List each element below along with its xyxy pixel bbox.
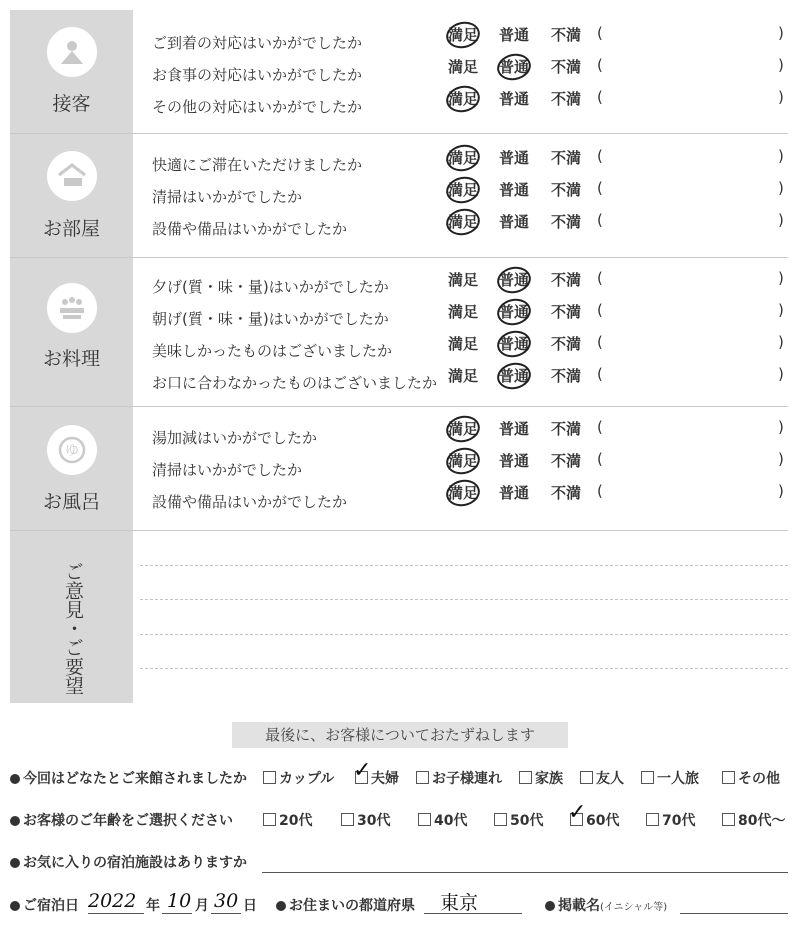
bullet-icon <box>545 901 555 911</box>
choice-checkbox[interactable]: カップル <box>263 768 334 788</box>
option-satisfied[interactable]: 満足 <box>448 303 479 321</box>
option-satisfied[interactable]: 満足 <box>448 452 479 470</box>
option-normal[interactable]: 普通 <box>499 26 530 44</box>
choice-checkbox[interactable]: 40代 <box>418 810 467 830</box>
option-dissatisfied[interactable]: 不満 <box>551 420 582 438</box>
bullet-icon <box>10 816 20 826</box>
stay-date-label: ご宿泊日 <box>10 895 79 915</box>
paren-close: ) <box>778 269 784 287</box>
choice-checkbox[interactable]: 20代 <box>263 810 312 830</box>
question: 設備や備品はいかがでしたか <box>152 220 348 238</box>
paren-open: ( <box>597 482 603 500</box>
choice-checkbox[interactable]: 60代 <box>570 810 619 830</box>
age-question: お客様のご年齢をご選択ください <box>10 810 233 830</box>
option-normal[interactable]: 普通 <box>499 58 530 76</box>
section-title: 接客 <box>52 93 91 115</box>
survey-sheet <box>10 10 788 703</box>
question: お食事の対応はいかがでしたか <box>152 66 363 84</box>
option-dissatisfied[interactable]: 不満 <box>551 213 582 231</box>
stay-day-field[interactable] <box>211 913 241 914</box>
bullet-icon <box>10 901 20 911</box>
option-dissatisfied[interactable]: 不満 <box>551 452 582 470</box>
option-dissatisfied[interactable]: 不満 <box>551 303 582 321</box>
question: 湯加減はいかがでしたか <box>152 429 318 447</box>
checkmark-icon: ✓ <box>568 800 587 825</box>
option-dissatisfied[interactable]: 不満 <box>551 58 582 76</box>
option-dissatisfied[interactable]: 不満 <box>551 271 582 289</box>
paren-close: ) <box>778 56 784 74</box>
bullet-icon <box>276 901 286 911</box>
option-satisfied[interactable]: 満足 <box>448 181 479 199</box>
paren-open: ( <box>597 301 603 319</box>
publish-field[interactable] <box>680 913 788 914</box>
month-unit: 月 <box>195 898 209 914</box>
opinion-line[interactable] <box>140 565 788 566</box>
stay-month-value: 10 <box>167 890 192 912</box>
paren-open: ( <box>597 450 603 468</box>
bullet-icon <box>10 774 20 784</box>
option-normal[interactable]: 普通 <box>499 303 530 321</box>
question: 朝げ(質・味・量)はいかがでしたか <box>152 310 389 328</box>
checkbox-icon[interactable] <box>722 771 735 784</box>
paren-close: ) <box>778 365 784 383</box>
choice-checkbox[interactable]: 50代 <box>494 810 543 830</box>
meal-icon <box>47 283 97 333</box>
question: 快適にご滞在いただけましたか <box>152 156 363 174</box>
option-satisfied[interactable]: 満足 <box>448 26 479 44</box>
paren-open: ( <box>597 418 603 436</box>
publish-label: 掲載名(イニシャル等) <box>545 895 667 915</box>
option-dissatisfied[interactable]: 不満 <box>551 90 582 108</box>
option-satisfied[interactable]: 満足 <box>448 90 479 108</box>
paren-open: ( <box>597 333 603 351</box>
paren-close: ) <box>778 418 784 436</box>
choice-checkbox[interactable]: 家族 <box>519 768 563 788</box>
paren-close: ) <box>778 301 784 319</box>
choice-checkbox[interactable]: 30代 <box>341 810 390 830</box>
choice-checkbox[interactable]: お子様連れ <box>416 768 502 788</box>
checkbox-icon[interactable] <box>263 771 276 784</box>
paren-open: ( <box>597 211 603 229</box>
paren-close: ) <box>778 24 784 42</box>
option-normal[interactable]: 普通 <box>499 452 530 470</box>
checkbox-icon[interactable] <box>519 771 532 784</box>
paren-open: ( <box>597 179 603 197</box>
section-service <box>10 10 788 134</box>
paren-open: ( <box>597 147 603 165</box>
option-satisfied[interactable]: 満足 <box>448 420 479 438</box>
stay-month-field[interactable] <box>162 913 192 914</box>
option-normal[interactable]: 普通 <box>499 271 530 289</box>
question: お口に合わなかったものはございましたか <box>152 374 438 392</box>
option-satisfied[interactable]: 満足 <box>448 149 479 167</box>
option-dissatisfied[interactable]: 不満 <box>551 335 582 353</box>
option-normal[interactable]: 普通 <box>499 149 530 167</box>
option-dissatisfied[interactable]: 不満 <box>551 367 582 385</box>
question: 設備や備品はいかがでしたか <box>152 493 348 511</box>
paren-close: ) <box>778 88 784 106</box>
paren-close: ) <box>778 211 784 229</box>
checkbox-icon[interactable] <box>418 813 431 826</box>
option-normal[interactable]: 普通 <box>499 335 530 353</box>
option-normal[interactable]: 普通 <box>499 213 530 231</box>
paren-close: ) <box>778 179 784 197</box>
choice-checkbox[interactable]: 友人 <box>580 768 624 788</box>
option-satisfied[interactable]: 満足 <box>448 484 479 502</box>
question: その他の対応はいかがでしたか <box>152 98 363 116</box>
opinion-line[interactable] <box>140 599 788 600</box>
paren-close: ) <box>778 333 784 351</box>
section-title: お部屋 <box>42 218 100 240</box>
paren-open: ( <box>597 24 603 42</box>
option-dissatisfied[interactable]: 不満 <box>551 181 582 199</box>
option-satisfied[interactable]: 満足 <box>448 335 479 353</box>
option-normal[interactable]: 普通 <box>499 484 530 502</box>
paren-close: ) <box>778 147 784 165</box>
stay-day-value: 30 <box>214 890 239 912</box>
checkbox-icon[interactable] <box>641 771 654 784</box>
option-satisfied[interactable]: 満足 <box>448 58 479 76</box>
section-room <box>10 134 788 258</box>
option-dissatisfied[interactable]: 不満 <box>551 149 582 167</box>
checkbox-icon[interactable] <box>580 771 593 784</box>
section-bath <box>10 407 788 531</box>
choice-checkbox[interactable]: 夫婦 <box>355 768 399 788</box>
checkbox-icon[interactable] <box>494 813 507 826</box>
visit-question: 今回はどなたとご来館されましたか <box>10 768 247 788</box>
question: 夕げ(質・味・量)はいかがでしたか <box>152 278 389 296</box>
section-opinion <box>10 531 788 703</box>
choice-checkbox[interactable]: 一人旅 <box>641 768 699 788</box>
svg-text:ゆ: ゆ <box>65 443 79 459</box>
section-title: お料理 <box>42 348 100 370</box>
prefecture-label: お住まいの都道府県 <box>276 895 415 915</box>
option-normal[interactable]: 普通 <box>499 420 530 438</box>
favorite-field[interactable] <box>262 872 788 873</box>
checkbox-icon[interactable] <box>263 813 276 826</box>
option-dissatisfied[interactable]: 不満 <box>551 484 582 502</box>
paren-close: ) <box>778 482 784 500</box>
option-satisfied[interactable]: 満足 <box>448 271 479 289</box>
checkbox-icon[interactable] <box>722 813 735 826</box>
day-unit: 日 <box>243 898 257 914</box>
question: 清掃はいかがでしたか <box>152 188 303 206</box>
question: 清掃はいかがでしたか <box>152 461 303 479</box>
checkbox-icon[interactable] <box>416 771 429 784</box>
favorite-question: お気に入りの宿泊施設はありますか <box>10 852 247 872</box>
opinion-line[interactable] <box>140 668 788 669</box>
opinion-line[interactable] <box>140 634 788 635</box>
paren-open: ( <box>597 56 603 74</box>
closing-banner: 最後に、お客様についておたずねします <box>232 722 568 748</box>
bath-icon <box>47 425 97 475</box>
option-dissatisfied[interactable]: 不満 <box>551 26 582 44</box>
question: 美味しかったものはございましたか <box>152 342 393 360</box>
year-unit: 年 <box>146 898 160 914</box>
prefecture-value: 東京 <box>440 892 479 914</box>
question: ご到着の対応はいかがでしたか <box>152 34 363 52</box>
section-title: お風呂 <box>42 491 100 513</box>
choice-checkbox[interactable]: 70代 <box>646 810 695 830</box>
opinion-title: ご意見・ご要望 <box>62 561 84 695</box>
stay-year-field[interactable] <box>88 913 144 914</box>
checkbox-icon[interactable] <box>646 813 659 826</box>
checkmark-icon: ✓ <box>353 758 372 783</box>
house-icon <box>47 151 97 201</box>
bullet-icon <box>10 858 20 868</box>
option-normal[interactable]: 普通 <box>499 90 530 108</box>
stay-year-value: 2022 <box>88 890 137 912</box>
paren-close: ) <box>778 450 784 468</box>
option-normal[interactable]: 普通 <box>499 181 530 199</box>
paren-open: ( <box>597 269 603 287</box>
option-satisfied[interactable]: 満足 <box>448 213 479 231</box>
section-meal <box>10 258 788 407</box>
paren-open: ( <box>597 365 603 383</box>
option-normal[interactable]: 普通 <box>499 367 530 385</box>
choice-checkbox[interactable]: その他 <box>722 768 780 788</box>
checkbox-icon[interactable] <box>341 813 354 826</box>
person-icon <box>47 27 97 77</box>
option-satisfied[interactable]: 満足 <box>448 367 479 385</box>
choice-checkbox[interactable]: 80代〜 <box>722 810 785 830</box>
paren-open: ( <box>597 88 603 106</box>
